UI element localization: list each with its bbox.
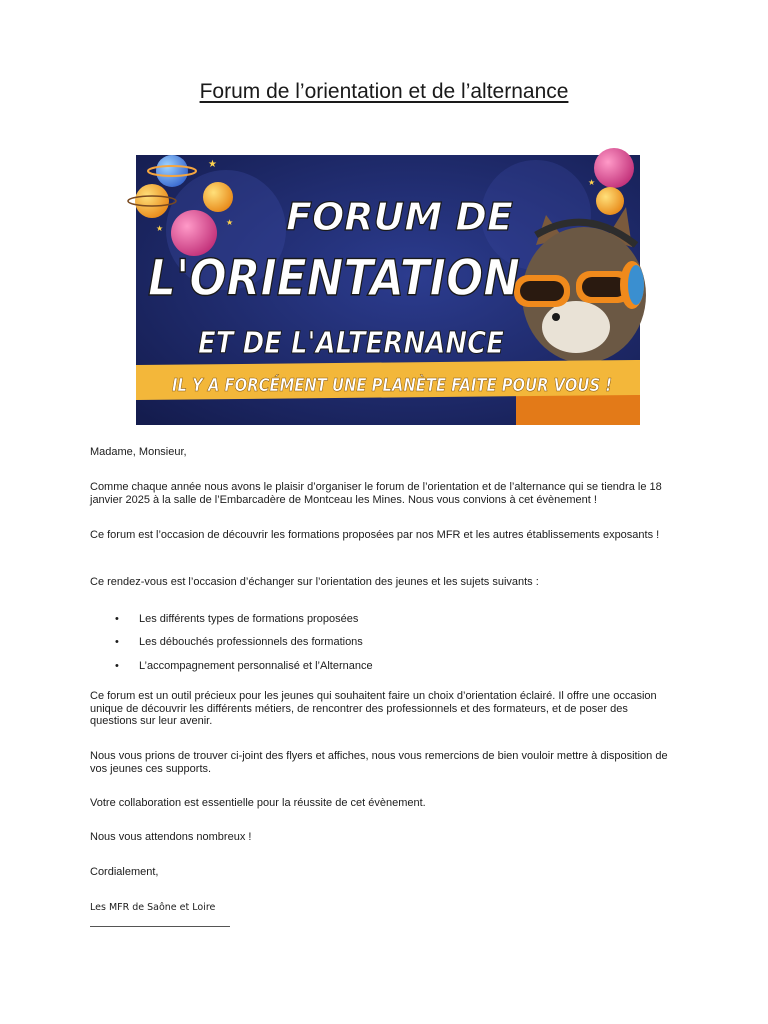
paragraph-flyers: Nous vous prions de trouver ci-joint des flyers et affiches, nous vous remercions de bien vouloir mettre à disposition de vos jeunes ces supports.: [90, 750, 668, 775]
svg-text:★: ★: [156, 224, 164, 233]
signature-divider: [90, 926, 230, 927]
banner-title-line2: L'ORIENTATION: [148, 249, 520, 307]
signature: Les MFR de Saône et Loire: [90, 902, 216, 913]
svg-text:★: ★: [226, 218, 234, 227]
bullet-icon: •: [115, 660, 119, 672]
bullet-icon: •: [115, 613, 119, 625]
bullet-icon: •: [115, 636, 119, 648]
svg-text:★: ★: [208, 159, 217, 170]
banner-title-line1: FORUM DE: [286, 195, 513, 239]
banner-ribbon-text: IL Y A FORCÉMENT UNE PLANÈTE FAITE POUR VOUS !: [172, 375, 708, 396]
paragraph-regards: Cordialement,: [90, 866, 159, 878]
paragraph-value: Ce forum est un outil précieux pour les jeunes qui souhaitent faire un choix d’orientation éclairé. Il offre une occasion unique de découvrir les différents métiers, de rencontrer des professionnels et des formateurs, et de poser des questions sur leur avenir.: [90, 690, 657, 727]
paragraph-forum-purpose: Ce forum est l’occasion de découvrir les formations proposées par nos MFR et les autres établissements exposants !: [90, 529, 660, 541]
paragraph-collaboration: Votre collaboration est essentielle pour la réussite de cet évènement.: [90, 797, 426, 809]
forum-banner-image: [136, 155, 708, 425]
salutation: Madame, Monsieur,: [90, 446, 187, 458]
svg-text:★: ★: [588, 178, 596, 187]
paragraph-topics-intro: Ce rendez-vous est l’occasion d’échanger sur l’orientation des jeunes et les sujets suivants :: [90, 576, 539, 588]
document-title: Forum de l’orientation et de l’alternance: [199, 80, 569, 103]
paragraph-intro: Comme chaque année nous avons le plaisir d’organiser le forum de l’orientation et de l’alternance qui se tiendra le 18 janvier 2025 à la salle de l’Embarcadère de Montceau les Mines. Nous vous convions à cet évènement !: [90, 481, 662, 506]
paragraph-closing: Nous vous attendons nombreux !: [90, 831, 252, 843]
banner-title-line3: ET DE L'ALTERNANCE: [198, 326, 505, 361]
letter-page: Forum de l’orientation et de l’alternance ★ ★ ★ ★ FORUM DE L'ORIENTATION ET DE L'ALTERNANCE IL Y A FORCÉMENT UNE PLANÈTE FAITE POUR VOUS ! Madame, Monsieur, Comme chaque année nous avons le plaisir d’organiser le forum de l’orientation et de l’alternance qui se tiendra le 18 janvier 2025 à la salle de l’Embarcadère de Montceau les Mines. Nous vous convions à cet évènement ! Ce forum est l’occasion de découvrir les formations proposées par nos MFR et les autres établissements exposants ! Ce rendez-vous est l’occasion d’échanger sur l’orientation des jeunes et les sujets suivants : • Les différents types de formations proposées • Les débouchés professionnels des formations • L’accompagnement personnalisé et l’Alternance Ce forum est un outil précieux pour les jeunes qui souhaitent faire un choix d’orientation éclairé. Il offre une occasion unique de découvrir les différents métiers, de rencontrer des professionnels et des formateurs, et de poser des questions sur leur avenir. Nous vous prions de trouver ci-joint des flyers et affiches, nous vous remercions de bien vouloir mettre à disposition de vos jeunes ces supports. Votre collaboration est essentielle pour la réussite de cet évènement. Nous vous attendons nombreux ! Cordialement, Les MFR de Saône et Loire: [0, 0, 768, 1024]
